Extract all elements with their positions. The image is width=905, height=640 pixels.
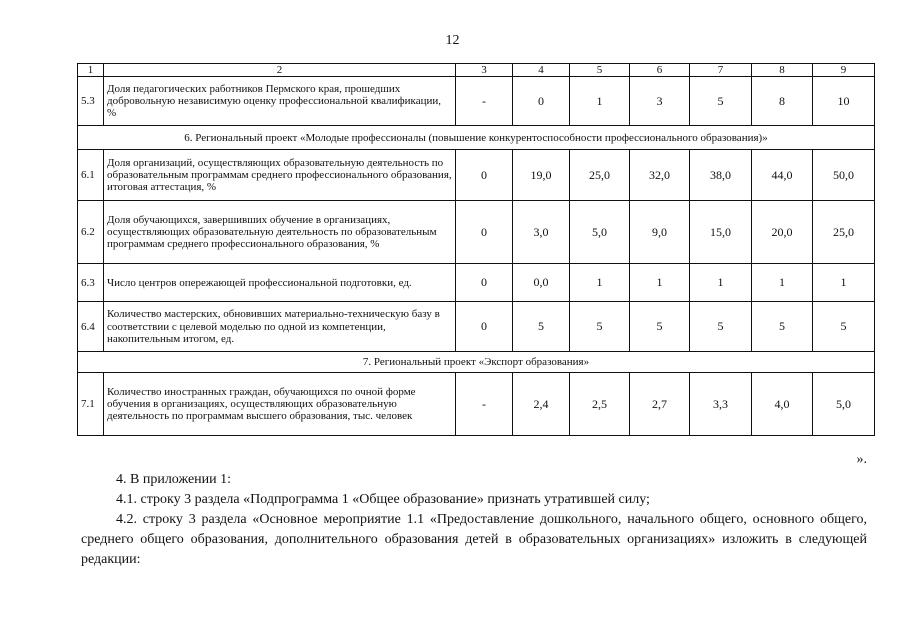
value-cell: 0,0: [513, 264, 570, 302]
value-cell: 4,0: [752, 373, 813, 436]
column-header: 3: [456, 64, 513, 77]
table-row: [78, 373, 875, 436]
row-number: 6.4: [78, 302, 104, 352]
row-number: 5.3: [78, 77, 104, 126]
value-cell: 32,0: [630, 150, 690, 201]
value-cell: 44,0: [752, 150, 813, 201]
indicator-name: Количество иностранных граждан, обучающихся по очной форме обучения в организациях, осуществляющих образовательную деятельность по программам высшего образования, тыс. человек: [104, 373, 456, 436]
indicator-name: Доля обучающихся, завершивших обучение в организациях, осуществляющих образовательную деятельность по образовательным программам среднего профессионального образования, %: [104, 201, 456, 264]
value-cell: 5: [513, 302, 570, 352]
row-number: 6.3: [78, 264, 104, 302]
row-number: 6.2: [78, 201, 104, 264]
table-row: [78, 264, 875, 302]
section-title: 6. Региональный проект «Молодые профессионалы (повышение конкурентоспособности профессионального образования)»: [78, 126, 875, 150]
paragraph-amendment-4-2: 4.2. строку 3 раздела «Основное мероприятие 1.1 «Предоставление дошкольного, начального общего, основного общего, среднего общего образования, дополнительного образования детей в образовательных организациях» изложить в следующей редакции:: [81, 512, 867, 567]
table-row: [78, 201, 875, 264]
value-cell: 1: [813, 264, 875, 302]
value-cell: 1: [570, 264, 630, 302]
row-number: 7.1: [78, 373, 104, 436]
value-cell: 8: [752, 77, 813, 126]
value-cell: 3,3: [690, 373, 752, 436]
value-cell: 5,0: [813, 373, 875, 436]
value-cell: 9,0: [630, 201, 690, 264]
table-header-row: [78, 64, 875, 77]
section-row: [78, 352, 875, 373]
value-cell: 25,0: [813, 201, 875, 264]
column-header: 9: [813, 64, 875, 77]
value-cell: 50,0: [813, 150, 875, 201]
closing-quote-mark: ».: [856, 452, 867, 467]
paragraph-amendment-4-1: 4.1. строку 3 раздела «Подпрограмма 1 «Общее образование» признать утратившей силу;: [116, 492, 650, 507]
value-cell: 5: [630, 302, 690, 352]
value-cell: 25,0: [570, 150, 630, 201]
value-cell: -: [456, 77, 513, 126]
value-cell: 1: [752, 264, 813, 302]
table-row: [78, 77, 875, 126]
value-cell: 2,7: [630, 373, 690, 436]
value-cell: 38,0: [690, 150, 752, 201]
value-cell: 0: [456, 264, 513, 302]
page-number: 12: [445, 33, 460, 48]
column-header: 6: [630, 64, 690, 77]
value-cell: -: [456, 373, 513, 436]
value-cell: 5: [570, 302, 630, 352]
indicator-name: Число центров опережающей профессиональной подготовки, ед.: [104, 264, 456, 302]
column-header: 1: [78, 64, 104, 77]
section-row: [78, 126, 875, 150]
indicator-name: Доля педагогических работников Пермского края, прошедших добровольную независимую оценку профессиональной квалификации, %: [104, 77, 456, 126]
section-title: 7. Региональный проект «Экспорт образования»: [78, 352, 875, 373]
value-cell: 3,0: [513, 201, 570, 264]
value-cell: 5: [752, 302, 813, 352]
indicators-table: [77, 63, 875, 436]
value-cell: 20,0: [752, 201, 813, 264]
column-header: 2: [104, 64, 456, 77]
value-cell: 19,0: [513, 150, 570, 201]
value-cell: 1: [690, 264, 752, 302]
value-cell: 0: [456, 150, 513, 201]
value-cell: 3: [630, 77, 690, 126]
column-header: 4: [513, 64, 570, 77]
value-cell: 0: [456, 201, 513, 264]
value-cell: 5: [690, 77, 752, 126]
indicator-name: Количество мастерских, обновивших материально-техническую базу в соответствии с целевой моделью по одной из компетенции, накопительным итогом, ед.: [104, 302, 456, 352]
paragraph-amendment-4: 4. В приложении 1:: [116, 472, 232, 487]
value-cell: 15,0: [690, 201, 752, 264]
value-cell: 5: [690, 302, 752, 352]
value-cell: 0: [513, 77, 570, 126]
table-row: [78, 302, 875, 352]
value-cell: 10: [813, 77, 875, 126]
indicator-name: Доля организаций, осуществляющих образовательную деятельность по образовательным программам среднего профессионального образования, итоговая аттестация, %: [104, 150, 456, 201]
value-cell: 5: [813, 302, 875, 352]
value-cell: 1: [570, 77, 630, 126]
value-cell: 1: [630, 264, 690, 302]
column-header: 7: [690, 64, 752, 77]
column-header: 5: [570, 64, 630, 77]
value-cell: 5,0: [570, 201, 630, 264]
table-row: [78, 150, 875, 201]
value-cell: 2,4: [513, 373, 570, 436]
value-cell: 0: [456, 302, 513, 352]
column-header: 8: [752, 64, 813, 77]
value-cell: 2,5: [570, 373, 630, 436]
row-number: 6.1: [78, 150, 104, 201]
